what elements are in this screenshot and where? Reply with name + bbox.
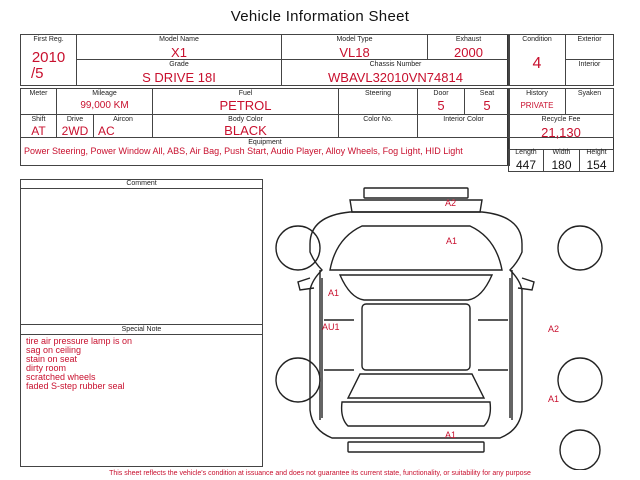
fuel-value: PETROL (219, 98, 272, 113)
drive-cell (56, 114, 94, 138)
special-note-label: Special Note (121, 326, 162, 333)
seat-cell (464, 88, 510, 115)
condition-value: 4 (532, 55, 542, 72)
recycle-fee-value: 21,130 (541, 125, 581, 140)
special-note-item: faded S-step rubber seal (26, 381, 125, 391)
syaken-label: Syaken (577, 90, 602, 97)
first-reg-month: /5 (31, 65, 44, 82)
special-note-item: dirty room (26, 363, 67, 373)
width-value: 180 (551, 158, 572, 172)
recycle-fee-label: Recycle Fee (541, 116, 581, 123)
height-label: Height (586, 149, 607, 156)
special-note-box (20, 325, 263, 467)
length-cell (508, 149, 544, 172)
roof (362, 304, 470, 370)
special-note-item: sag on ceiling (26, 345, 82, 355)
drive-value: 2WD (61, 124, 89, 138)
mileage-value: 99,000 KM (80, 100, 129, 111)
color-no-cell (338, 114, 418, 138)
color-no-label: Color No. (363, 116, 393, 123)
door-cell (417, 88, 465, 115)
interior-color-cell (417, 114, 510, 138)
grade-value: S DRIVE 18I (142, 70, 216, 85)
damage-mark-rear: A1 (445, 430, 457, 440)
wheel-front-left (276, 226, 320, 270)
exhaust-label: Exhaust (455, 36, 482, 43)
recycle-fee-cell (508, 114, 614, 138)
height-value: 154 (586, 158, 607, 172)
exterior-label: Exterior (577, 36, 602, 43)
damage-mark-right-rear: A2 (548, 324, 560, 334)
meter-cell (20, 88, 57, 115)
door-value: 5 (437, 98, 445, 113)
windshield (340, 275, 492, 300)
wheel-front-right (558, 226, 602, 270)
fuel-label: Fuel (238, 90, 253, 97)
grade-label: Grade (169, 61, 189, 68)
chassis-cell (281, 59, 510, 86)
comment-header (21, 180, 262, 189)
exhaust-cell (427, 34, 510, 60)
shift-cell (20, 114, 57, 138)
meter-label: Meter (29, 90, 48, 97)
condition-grid (508, 34, 614, 86)
trunk (342, 402, 491, 426)
model-name-label: Model Name (159, 36, 199, 43)
special-note-item: tire air pressure lamp is on (26, 336, 133, 346)
history-value: PRIVATE (520, 101, 554, 110)
body-color-value: BLACK (224, 123, 267, 138)
seat-value: 5 (483, 98, 491, 113)
aircon-value: AC (98, 124, 115, 138)
height-cell (579, 149, 614, 172)
wheel-rear-left (276, 358, 320, 402)
sheet-title: Vehicle Information Sheet (230, 8, 410, 25)
steering-label: Steering (364, 90, 392, 97)
length-value: 447 (515, 158, 537, 172)
equipment-cell (20, 137, 510, 166)
condition-cell (508, 34, 566, 86)
body-color-cell (152, 114, 339, 138)
car-damage-diagram (270, 180, 630, 470)
fuel-cell (152, 88, 339, 115)
history-cell (508, 88, 566, 115)
special-note-item: scratched wheels (26, 372, 96, 382)
chassis-label: Chassis Number (369, 61, 422, 68)
first-reg-year: 2010 (31, 49, 66, 66)
exterior-cell (565, 34, 614, 60)
shift-value: AT (31, 124, 46, 138)
history-grid (508, 88, 614, 172)
interior-color-label: Interior Color (443, 116, 484, 123)
hood-line (330, 226, 502, 270)
history-label: History (526, 90, 548, 97)
comment-label: Comment (126, 180, 157, 187)
model-type-cell (281, 34, 428, 60)
wheel-rear-right (558, 358, 602, 402)
special-note-header (21, 325, 262, 335)
shift-label: Shift (31, 116, 46, 123)
width-cell (543, 149, 580, 172)
chassis-value: WBAVL32010VN74814 (328, 70, 463, 85)
comment-box (20, 179, 263, 325)
special-note-item: stain on seat (26, 354, 78, 364)
equipment-value: Power Steering, Power Window All, ABS, Air Bag, Push Start, Audio Player, Alloy Wheels, Fog Light, HID Light (24, 146, 463, 156)
seat-label: Seat (479, 90, 495, 97)
equipment-label: Equipment (248, 139, 282, 146)
top-info-grid (20, 34, 508, 86)
width-label: Width (552, 149, 571, 156)
disclaimer-footer: This sheet reflects the vehicle's condition at issuance and does not guarantee its current state, functionality, or suitability for any purpose (109, 470, 531, 477)
interior-cell (565, 59, 614, 86)
special-note-list (26, 337, 132, 391)
damage-mark-right-rear-corner: A1 (548, 394, 560, 404)
front-bumper (364, 188, 468, 198)
steering-cell (338, 88, 418, 115)
spare-wheel (560, 430, 600, 470)
grade-cell (76, 59, 282, 86)
mileage-cell (56, 88, 153, 115)
condition-label: Condition (522, 36, 552, 43)
rear-window (348, 374, 484, 398)
model-name-value: X1 (171, 45, 187, 60)
first-reg-cell (20, 34, 77, 86)
syaken-cell (565, 88, 614, 115)
first-reg-label: First Reg. (33, 36, 64, 43)
door-label: Door (433, 90, 449, 97)
aircon-cell (93, 114, 153, 138)
mileage-label: Mileage (92, 90, 117, 97)
model-name-cell (76, 34, 282, 60)
exhaust-value: 2000 (454, 45, 483, 60)
damage-mark-hood: A1 (446, 236, 458, 246)
damage-mark-front: A2 (445, 198, 457, 208)
length-label: Length (515, 149, 537, 156)
damage-mark-left-front: A1 (328, 288, 340, 298)
model-type-label: Model Type (336, 36, 373, 43)
front-grille (350, 200, 482, 212)
interior-label: Interior (578, 61, 601, 68)
rear-bumper (348, 442, 484, 452)
model-type-value: VL18 (339, 45, 370, 60)
aircon-label: Aircon (113, 116, 133, 123)
body-color-label: Body Color (228, 116, 263, 123)
drive-label: Drive (66, 116, 84, 123)
vehicle-specs-grid (20, 88, 508, 166)
damage-mark-left-rear: AU1 (322, 322, 340, 332)
